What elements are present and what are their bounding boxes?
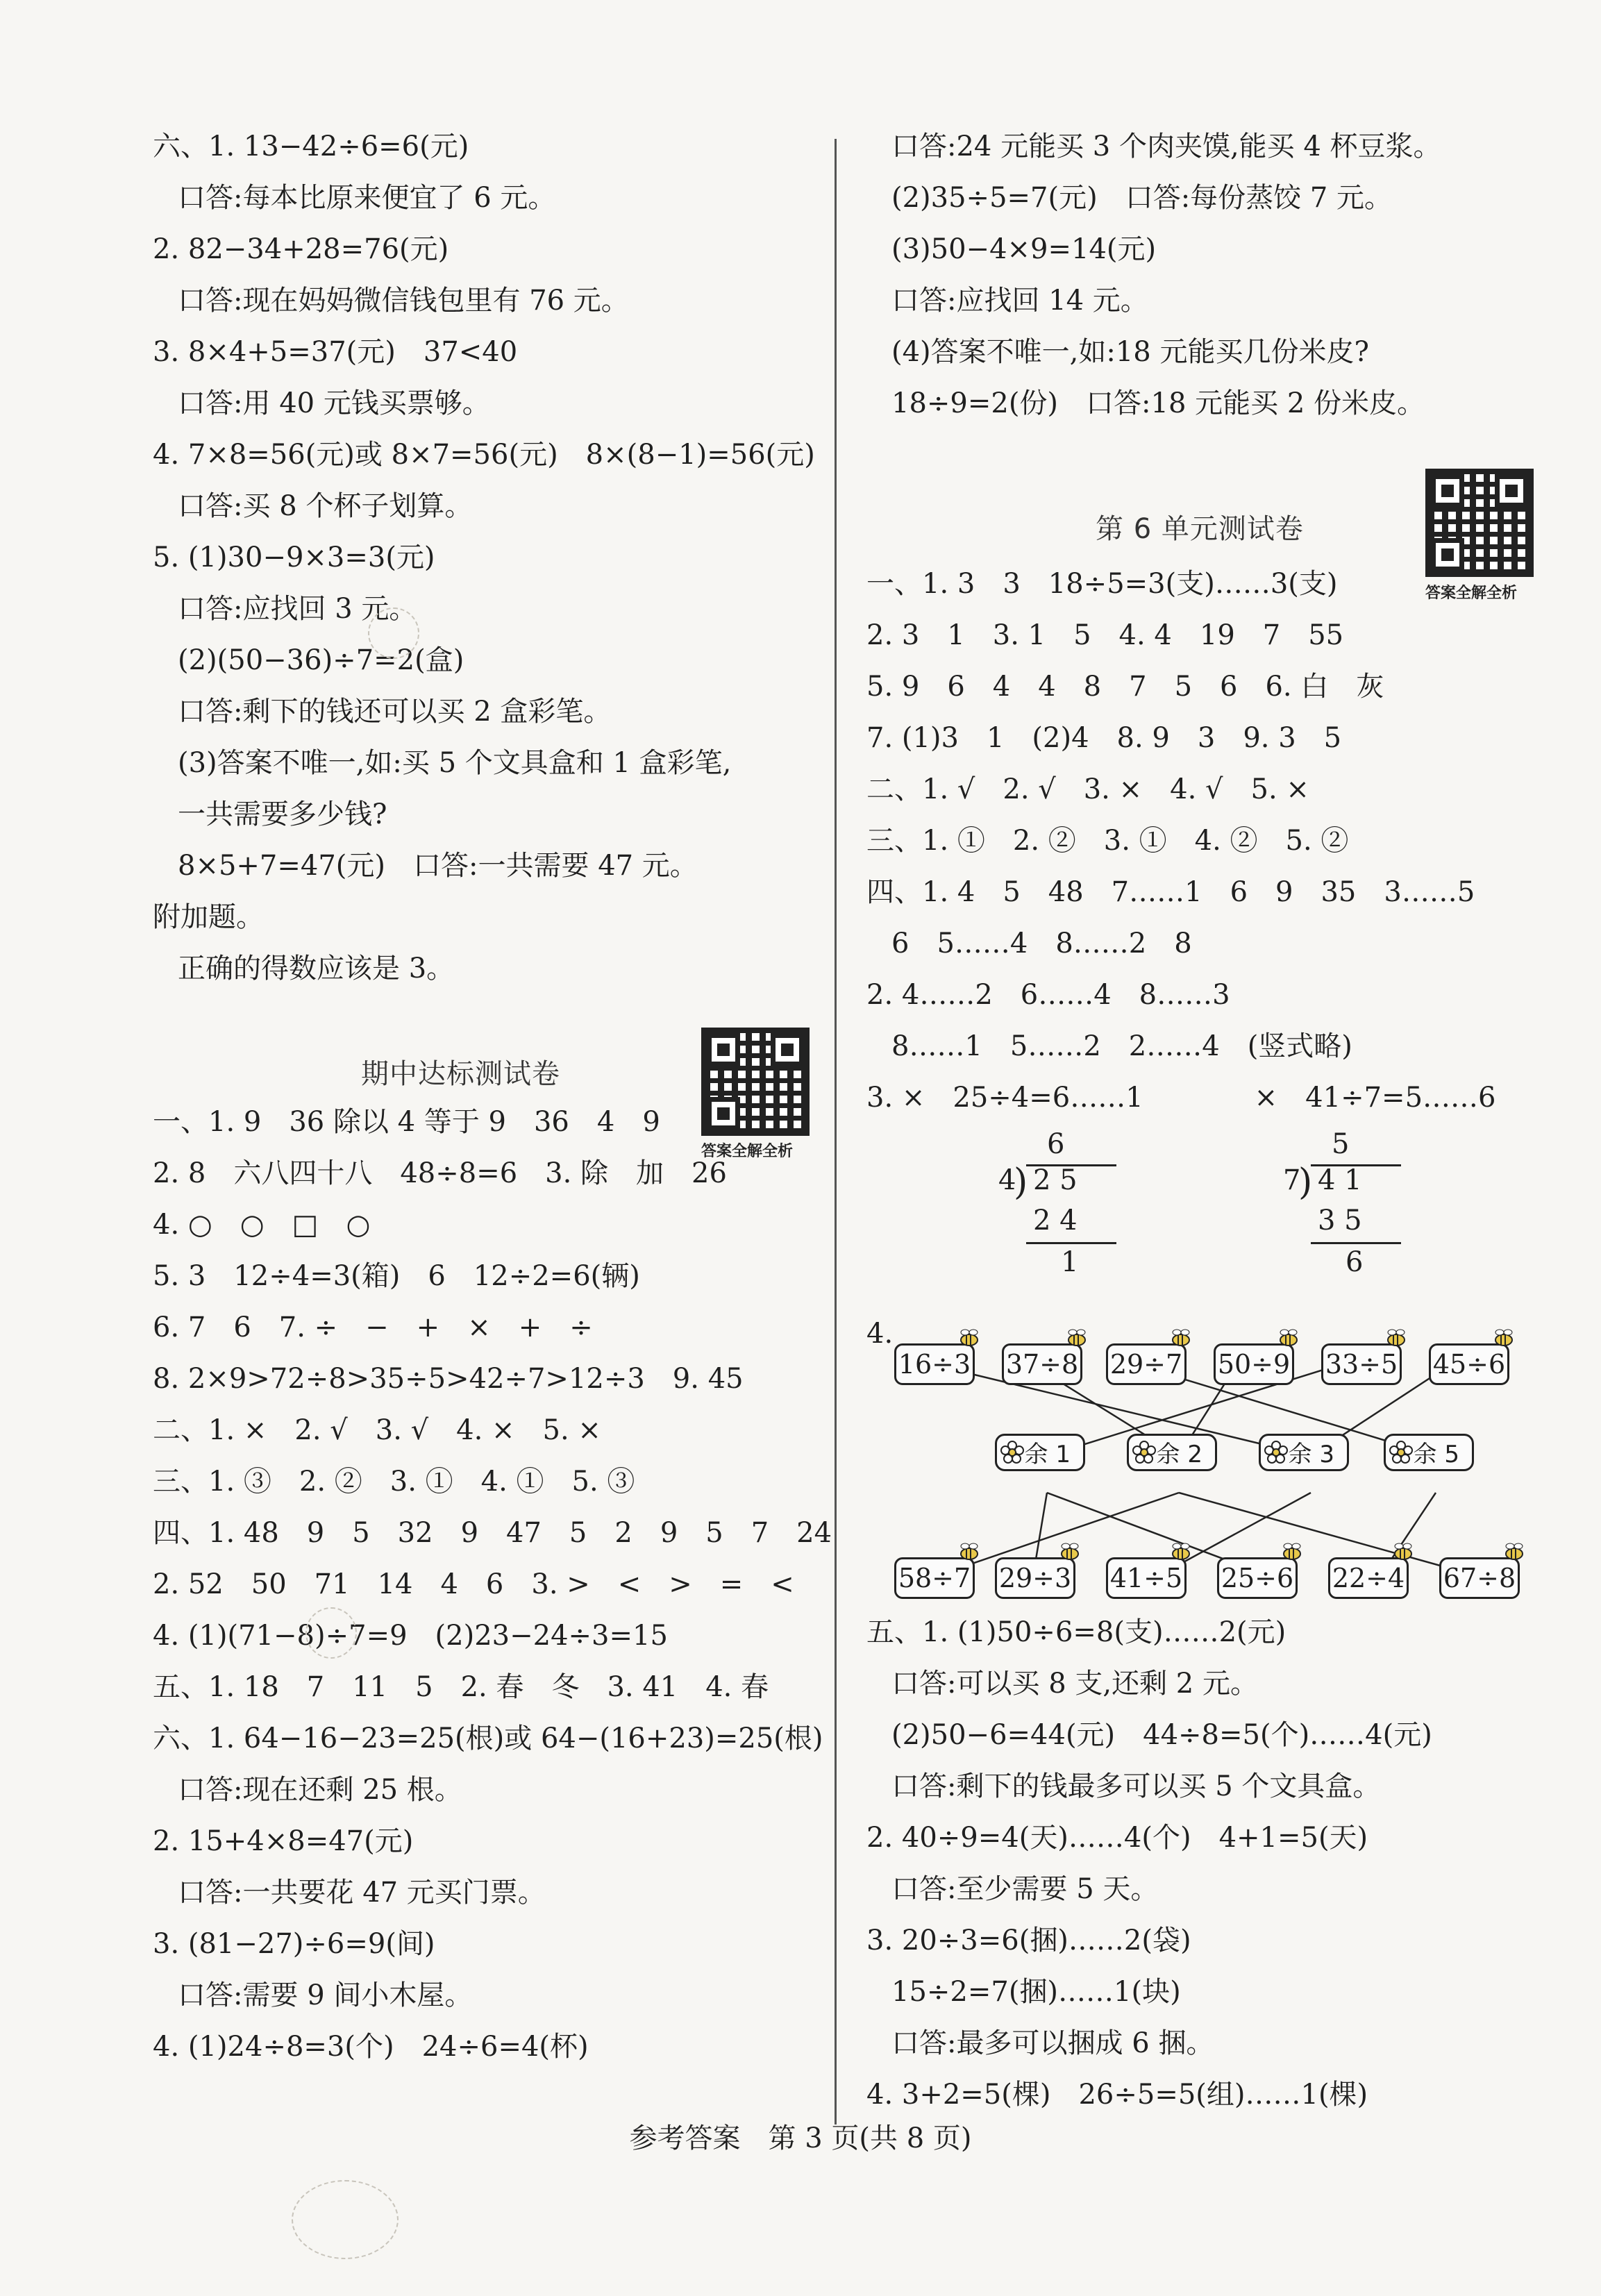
answer-line: 三、1. ① 2. ② 3. ① 4. ② 5. ② [866,825,1349,857]
remainder-box[interactable]: 余 3 [1259,1434,1349,1471]
bee-icon [1276,1328,1301,1348]
answer-line: 口答:每本比原来便宜了 6 元。 [178,182,556,214]
expr-box[interactable]: 45÷6 [1429,1343,1509,1385]
qr-caption: 答案全解全析 [1425,585,1518,602]
answer-line: 8. 2×9>72÷8>35÷5>42÷7>12÷3 9. 45 [153,1363,744,1395]
ld-rule [1311,1242,1401,1244]
answer-line: 口答:剩下的钱最多可以买 5 个文具盒。 [891,1770,1381,1802]
answer-line: 四、1. 4 5 48 7……1 6 9 35 3……5 [866,876,1475,908]
answer-line: 二、1. × 2. √ 3. √ 4. × 5. × [153,1414,601,1446]
answer-line: 口答:买 8 个杯子划算。 [178,490,473,522]
ld-bracket: ) [1014,1162,1028,1203]
answer-line: 口答:应找回 3 元。 [178,593,417,625]
ld-remainder: 1 [1061,1246,1079,1278]
answer-line: 六、1. 13−42÷6=6(元) [153,131,469,162]
answer-line: 口答:应找回 14 元。 [891,285,1148,317]
flower-icon [1132,1441,1156,1464]
remainder-box[interactable]: 余 1 [995,1434,1085,1471]
answer-line: 4. 7×8=56(元)或 8×7=56(元) 8×(8−1)=56(元) [153,439,815,471]
answer-line: 3. 20÷3=6(捆)……2(袋) [866,1925,1191,1956]
midterm-title: 期中达标测试卷 [361,1058,560,1090]
expr-box[interactable]: 29÷3 [995,1557,1075,1599]
expr-box[interactable]: 41÷5 [1106,1557,1187,1599]
unit6-title: 第 6 单元测试卷 [1096,513,1304,545]
answer-line: 2. 4……2 6……4 8……3 [866,979,1230,1011]
answer-line: 3. 8×4+5=37(元) 37<40 [153,336,518,368]
answer-line: 5. (1)30−9×3=3(元) [153,542,435,573]
answer-line: 2. 3 1 3. 1 5 4. 4 19 7 55 [866,619,1344,651]
expr-box[interactable]: 16÷3 [894,1343,975,1385]
answer-line: 7. (1)3 1 (2)4 8. 9 3 9. 3 5 [866,722,1342,754]
answer-line: 8……1 5……2 2……4 (竖式略) [891,1030,1352,1062]
flower-icon [1389,1441,1413,1464]
watermark-stamp [305,1607,357,1659]
bee-icon [1384,1328,1409,1348]
expr-box[interactable]: 33÷5 [1321,1343,1402,1385]
expr-box[interactable]: 29÷7 [1106,1343,1187,1385]
expr-box[interactable]: 22÷4 [1328,1557,1409,1599]
expr-box[interactable]: 67÷8 [1439,1557,1520,1599]
ld-dividend: 4 1 [1318,1164,1362,1196]
ld-bracket: ) [1298,1162,1313,1203]
answer-line: 4. (1)(71−8)÷7=9 (2)23−24÷3=15 [153,1620,668,1652]
ld-remainder: 6 [1346,1246,1364,1278]
answer-line: 2. 82−34+28=76(元) [153,233,449,265]
page-footer: 参考答案 第 3 页(共 8 页) [629,2122,972,2154]
bee-icon [957,1542,982,1561]
flower-icon [1264,1441,1288,1464]
bee-icon [1168,1328,1193,1348]
answer-line: (2)35÷5=7(元) 口答:每份蒸饺 7 元。 [891,182,1393,214]
answer-line: 口答:可以买 8 支,还剩 2 元。 [891,1668,1258,1700]
expr-box[interactable]: 50÷9 [1214,1343,1294,1385]
answer-line: 口答:现在还剩 25 根。 [178,1774,462,1806]
answer-line: 口答:至少需要 5 天。 [891,1873,1159,1905]
answer-line: (2)50−6=44(元) 44÷8=5(个)……4(元) [891,1719,1432,1751]
answer-line: 口答:用 40 元钱买票够。 [178,387,490,419]
remainder-box[interactable]: 余 2 [1127,1434,1217,1471]
expr-box[interactable]: 25÷6 [1217,1557,1298,1599]
remainder-box[interactable]: 余 5 [1384,1434,1474,1471]
answer-line: 口答:一共要花 47 元买门票。 [178,1877,546,1909]
ld-rule [1026,1242,1116,1244]
answer-line: 3. (81−27)÷6=9(间) [153,1928,435,1960]
answer-line: 口答:24 元能买 3 个肉夹馍,能买 4 杯豆浆。 [891,131,1441,162]
ld-product: 2 4 [1033,1205,1078,1237]
answer-line: (4)答案不唯一,如:18 元能买几份米皮? [891,336,1369,368]
answer-line: 一共需要多少钱? [178,798,387,830]
answer-line: 5. 3 12÷4=3(箱) 6 12÷2=6(辆) [153,1260,640,1292]
ld-quotient: 5 [1332,1128,1350,1160]
answer-line: 4. ○ ○ □ ○ [153,1209,371,1241]
answer-line: 4. 3+2=5(棵) 26÷5=5(组)……1(棵) [866,2079,1368,2111]
answer-line: (3)50−4×9=14(元) [891,233,1157,265]
answer-line: (2)(50−36)÷7=2(盒) [178,644,464,676]
bee-icon [1064,1328,1089,1348]
bee-icon [1502,1542,1527,1561]
answer-line: 口答:剩下的钱还可以买 2 盒彩笔。 [178,696,612,728]
answer-line: 四、1. 48 9 5 32 9 47 5 2 9 5 7 24 [153,1517,832,1549]
ld-divisor: 7 [1283,1164,1301,1196]
ld-product: 3 5 [1318,1205,1362,1237]
watermark-stamp [292,2180,399,2259]
question-number: 4. [866,1318,894,1350]
qr-code-icon[interactable] [701,1028,810,1136]
column-divider [835,139,837,2125]
answer-line: 二、1. √ 2. √ 3. × 4. √ 5. × [866,773,1309,805]
bee-icon [1391,1542,1416,1561]
answer-line: 4. (1)24÷8=3(个) 24÷6=4(杯) [153,2031,589,2063]
answer-line: 口答:需要 9 间小木屋。 [178,1979,473,2011]
answer-line: 2. 52 50 71 14 4 6 3. > < > = < [153,1568,794,1600]
bee-icon [1280,1542,1305,1561]
answer-line: 附加题。 [153,901,264,933]
answer-line: 三、1. ③ 2. ② 3. ① 4. ① 5. ③ [153,1466,635,1498]
answer-line: 口答:现在妈妈微信钱包里有 76 元。 [178,285,629,317]
answer-line: 五、1. 18 7 11 5 2. 春 冬 3. 41 4. 春 [153,1671,769,1703]
answer-line: 2. 8 六八四十八 48÷8=6 3. 除 加 26 [153,1157,727,1189]
ld-dividend: 2 5 [1033,1164,1078,1196]
answer-line: 2. 40÷9=4(天)……4(个) 4+1=5(天) [866,1822,1368,1854]
answer-line: 5. 9 6 4 4 8 7 5 6 6. 白 灰 [866,671,1384,703]
answer-line: (3)答案不唯一,如:买 5 个文具盒和 1 盒彩笔, [178,747,732,779]
answer-line: 口答:最多可以捆成 6 捆。 [891,2027,1214,2059]
expr-box[interactable]: 58÷7 [894,1557,975,1599]
answer-line: 一、1. 3 3 18÷5=3(支)……3(支) [866,568,1338,600]
ld-quotient: 6 [1047,1128,1065,1160]
qr-code-icon[interactable] [1425,469,1534,577]
flower-icon [1000,1441,1024,1464]
answer-line: 六、1. 64−16−23=25(根)或 64−(16+23)=25(根) [153,1723,823,1754]
bee-icon [957,1328,982,1348]
answer-line: 五、1. (1)50÷6=8(支)……2(元) [866,1616,1286,1648]
watermark-stamp [368,607,419,659]
answer-line: 正确的得数应该是 3。 [178,953,455,984]
ld-divisor: 4 [998,1164,1016,1196]
answer-line: 6 5……4 8……2 8 [891,928,1192,960]
answer-line: 6. 7 6 7. ÷ − + × + ÷ [153,1312,593,1343]
answer-line: 15÷2=7(捆)……1(块) [891,1976,1181,2008]
qr-caption: 答案全解全析 [701,1143,794,1160]
answer-line: 8×5+7=47(元) 口答:一共需要 47 元。 [178,850,698,882]
answer-line: 2. 15+4×8=47(元) [153,1825,414,1857]
bee-icon [1168,1542,1193,1561]
answer-line: 一、1. 9 36 除以 4 等于 9 36 4 9 [153,1106,660,1138]
answer-line: 3. × 25÷4=6……1 × 41÷7=5……6 [866,1082,1496,1114]
bee-icon [1491,1328,1516,1348]
expr-box[interactable]: 37÷8 [1002,1343,1082,1385]
answer-line: 18÷9=2(份) 口答:18 元能买 2 份米皮。 [891,387,1425,419]
bee-icon [1057,1542,1082,1561]
